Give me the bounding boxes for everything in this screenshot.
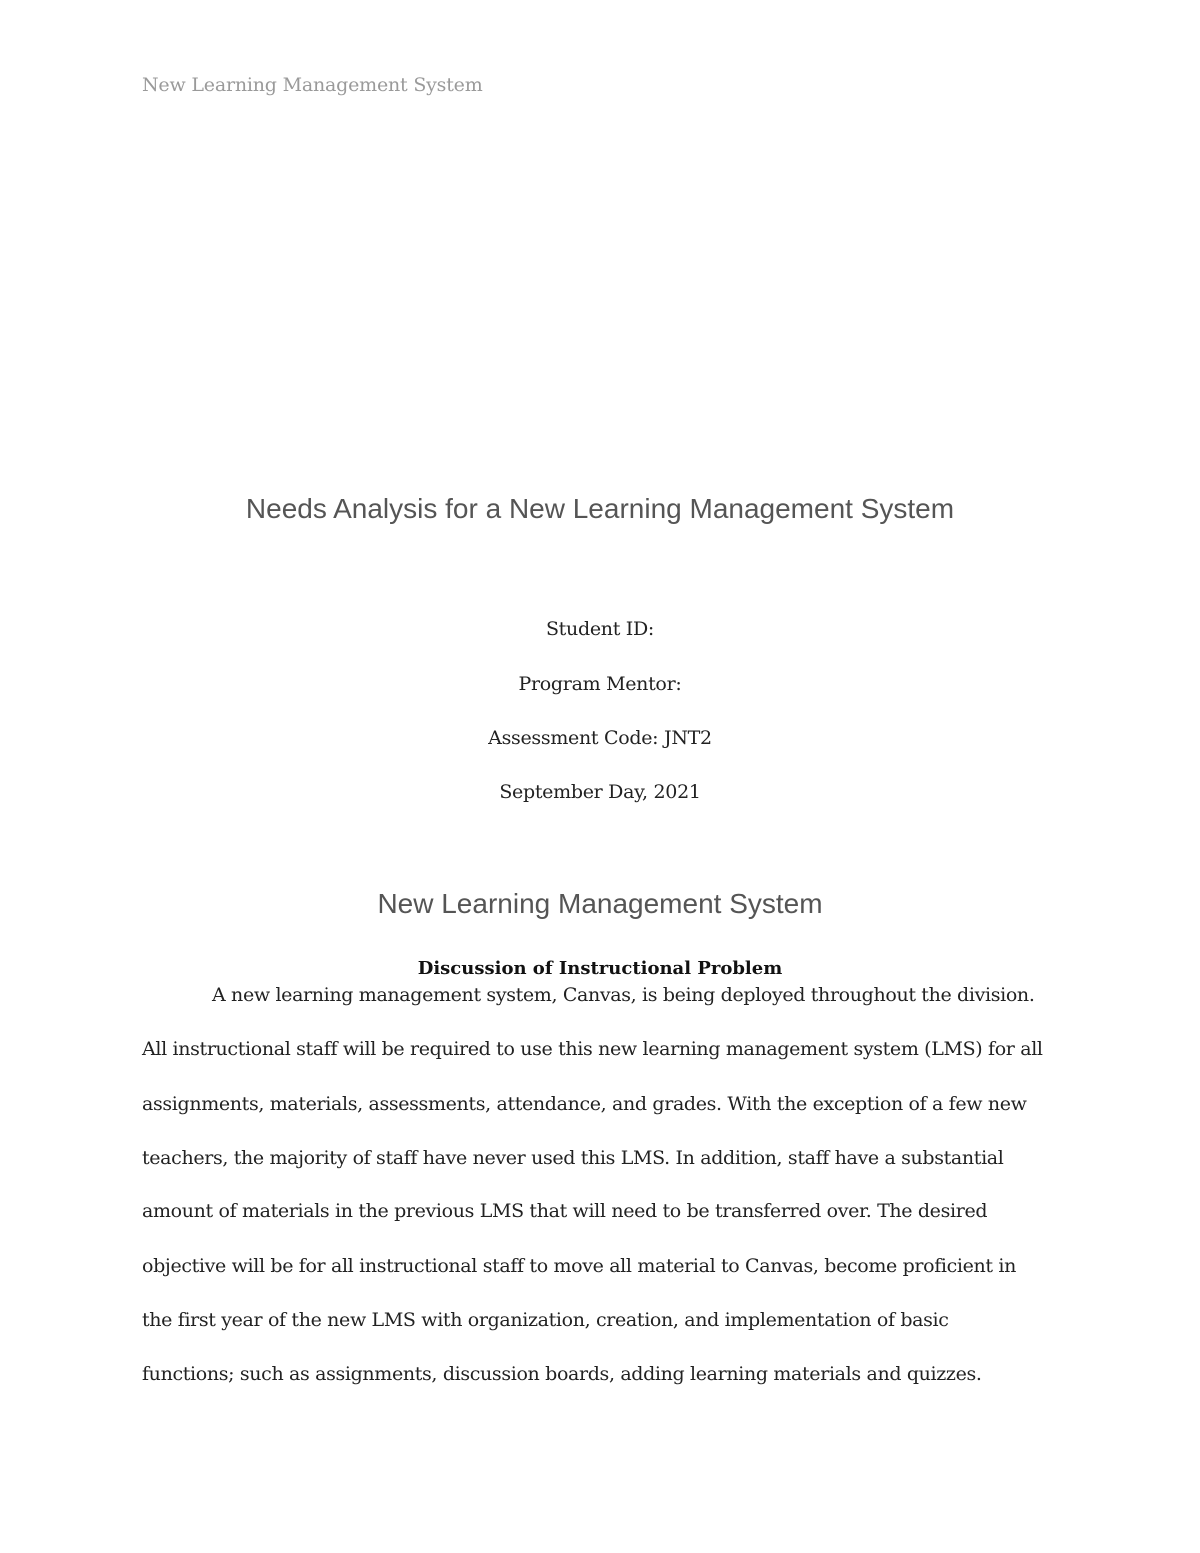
section-subheading: Discussion of Instructional Problem (417, 958, 783, 979)
paragraph-line: A new learning management system, Canvas, is being deployed throughout the division. (212, 984, 1035, 1006)
paragraph-line: functions; such as assignments, discussion boards, adding learning materials and quizzes. (142, 1363, 982, 1385)
paragraph-line: teachers, the majority of staff have never used this LMS. In addition, staff have a substantial (142, 1147, 1004, 1169)
paragraph-line: assignments, materials, assessments, attendance, and grades. With the exception of a few new (142, 1093, 1027, 1115)
program-mentor: Program Mentor: (518, 673, 682, 695)
paragraph-line: amount of materials in the previous LMS that will need to be transferred over. The desired (142, 1200, 988, 1222)
paragraph-line: objective will be for all instructional staff to move all material to Canvas, become proficient in (142, 1255, 1017, 1277)
paragraph-line: the first year of the new LMS with organization, creation, and implementation of basic (142, 1309, 949, 1331)
running-head: New Learning Management System (142, 74, 483, 96)
document-date: September Day, 2021 (499, 781, 701, 803)
section-title: New Learning Management System (377, 888, 823, 919)
paragraph-line: All instructional staff will be required to use this new learning management system (LMS) for all (142, 1038, 1043, 1060)
document-title: Needs Analysis for a New Learning Management System (245, 493, 955, 524)
assessment-code: Assessment Code: JNT2 (488, 727, 712, 749)
student-id: Student ID: (545, 618, 655, 640)
